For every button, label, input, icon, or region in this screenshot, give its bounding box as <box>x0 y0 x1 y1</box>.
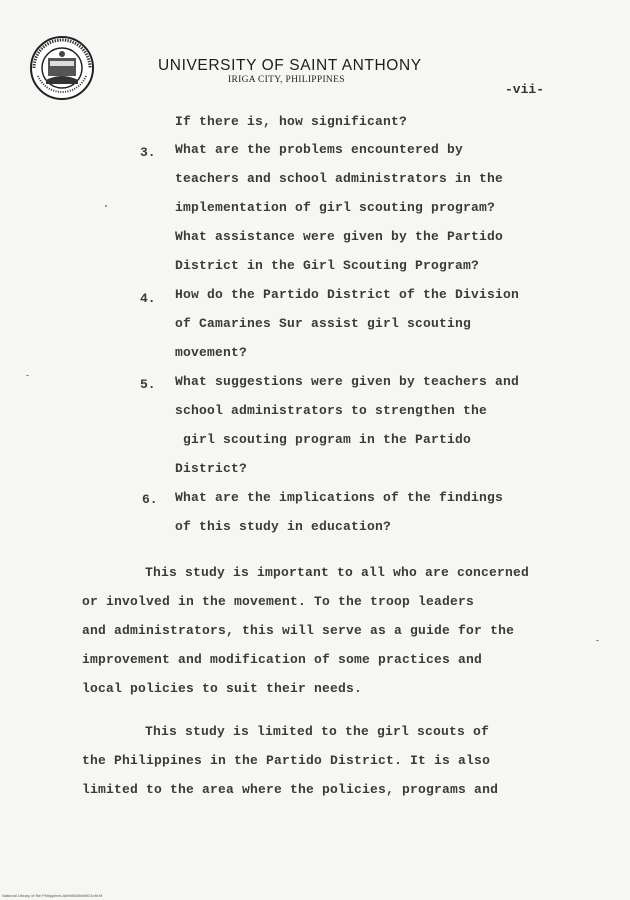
text-line: What suggestions were given by teachers and <box>175 374 520 389</box>
university-seal-icon <box>30 36 94 100</box>
paragraph-line: the Philippines in the Partido District. It is also <box>82 753 491 768</box>
text-line: District? <box>175 461 248 476</box>
item-number: 6. <box>142 492 158 507</box>
paragraph-line: or involved in the movement. To the troop leaders <box>82 594 475 609</box>
page-number: -vii- <box>505 82 545 97</box>
paragraph-line: This study is important to all who are concerned <box>145 565 530 580</box>
scan-speck <box>105 205 107 207</box>
item-number: 3. <box>140 145 156 160</box>
scan-footer: National Library of the Philippines AhMr0b8lhh0tD1nhf.tif <box>2 893 103 898</box>
text-line: teachers and school administrators in the <box>175 171 504 186</box>
item-number: 5. <box>140 377 156 392</box>
text-line: What are the implications of the findings <box>175 490 504 505</box>
university-location: IRIGA CITY, PHILIPPINES <box>228 75 345 85</box>
text-line: District in the Girl Scouting Program? <box>175 258 480 273</box>
paragraph-line: local policies to suit their needs. <box>82 681 363 696</box>
text-line: girl scouting program in the Partido <box>183 432 472 447</box>
paragraph-line: improvement and modification of some practices and <box>82 652 483 667</box>
text-line: of Camarines Sur assist girl scouting <box>175 316 472 331</box>
text-line: How do the Partido District of the Division <box>175 287 520 302</box>
text-line: If there is, how significant? <box>175 114 408 129</box>
paragraph-line: and administrators, this will serve as a guide for the <box>82 623 515 638</box>
text-line: movement? <box>175 345 248 360</box>
text-line: What assistance were given by the Partido <box>175 229 504 244</box>
scan-speck <box>596 640 599 641</box>
text-line: implementation of girl scouting program? <box>175 200 496 215</box>
text-line: school administrators to strengthen the <box>175 403 488 418</box>
university-name: UNIVERSITY OF SAINT ANTHONY <box>158 57 422 74</box>
text-line: of this study in education? <box>175 519 392 534</box>
scan-speck <box>26 375 29 376</box>
paragraph-line: This study is limited to the girl scouts of <box>145 724 490 739</box>
text-line: What are the problems encountered by <box>175 142 464 157</box>
paragraph-line: limited to the area where the policies, programs and <box>82 782 499 797</box>
item-number: 4. <box>140 291 156 306</box>
